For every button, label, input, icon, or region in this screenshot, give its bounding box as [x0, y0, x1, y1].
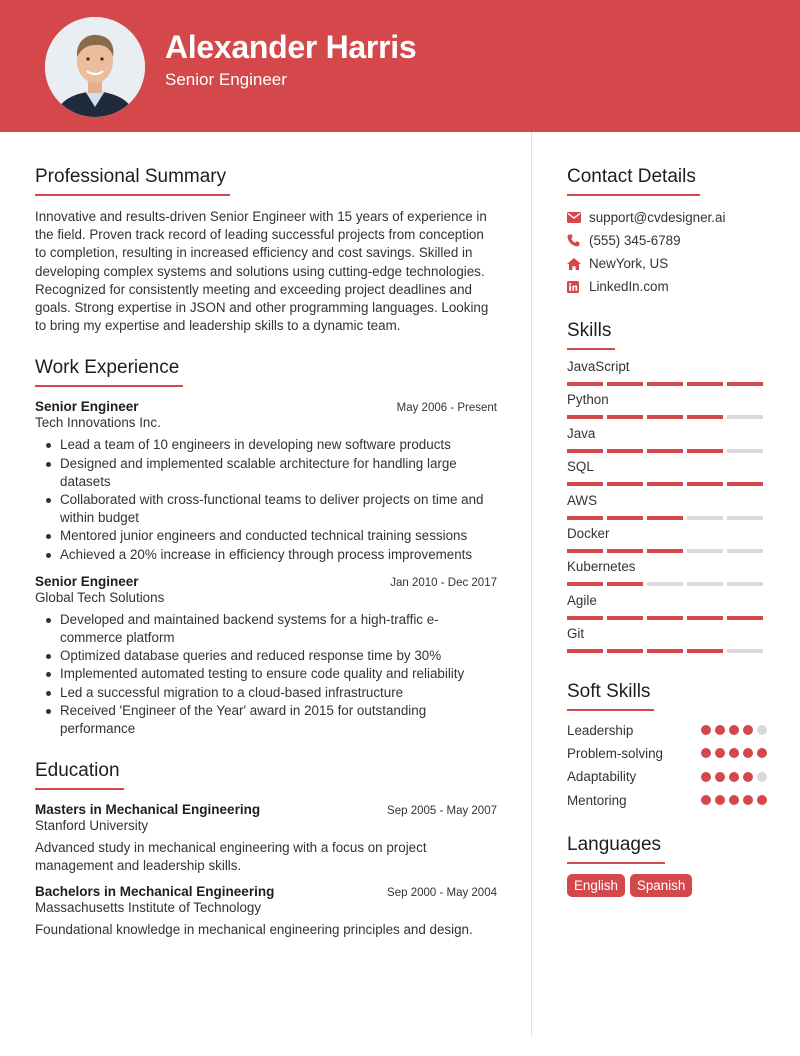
- skill-level-segment: [687, 482, 723, 486]
- contact-section: [567, 166, 767, 298]
- skill-level-bar: [567, 449, 767, 453]
- skill-item: [567, 358, 767, 391]
- skill-level-segment: [687, 415, 723, 419]
- skill-item: [567, 625, 767, 658]
- skill-name: SQL: [567, 459, 594, 475]
- skill-level-segment: [727, 382, 763, 386]
- contact-email-text: support@cvdesigner.ai: [589, 210, 726, 225]
- skill-level-segment: [687, 616, 723, 620]
- skill-level-segment: [567, 415, 603, 419]
- soft-skill-rating: [701, 772, 767, 782]
- contact-location: [567, 252, 767, 275]
- soft-skill-name: Adaptability: [567, 769, 637, 785]
- skill-level-segment: [647, 616, 683, 620]
- contact-phone-text: (555) 345-6789: [589, 233, 681, 248]
- job-bullets: [35, 436, 497, 563]
- education-dates: Sep 2000 - May 2004: [387, 886, 497, 899]
- list-item: Led a successful migration to a cloud-based infrastructure: [35, 684, 497, 702]
- rating-dot: [701, 725, 711, 735]
- rating-dot: [729, 748, 739, 758]
- summary-text: Innovative and results-driven Senior Engineer with 15 years of experience in the field. Proven track record of leading successful projects from conception to completion, resulting in increased efficiency and cost savings. Skilled in developing complex systems and solutions using cutting-edge technologies. Recognized for consistently meeting and exceeding project deadlines and goals. Strong expertise in JSON and other programming languages. Looking to bring my expertise and leadership skills to a dynamic team.: [35, 209, 489, 334]
- soft-skill-item: [567, 765, 767, 788]
- language-badge: English: [567, 874, 625, 897]
- soft-skill-name: Leadership: [567, 722, 634, 738]
- list-item: Optimized database queries and reduced response time by 30%: [35, 647, 497, 665]
- skill-level-bar: [567, 616, 767, 620]
- soft-skill-rating: [701, 795, 767, 805]
- skill-level-bar: [567, 382, 767, 386]
- rating-dot: [701, 772, 711, 782]
- rating-dot: [715, 772, 725, 782]
- skill-item: [567, 525, 767, 558]
- list-item: Achieved a 20% increase in efficiency through process improvements: [35, 546, 497, 564]
- section-heading: Education: [35, 760, 124, 790]
- skill-level-bar: [567, 516, 767, 520]
- skill-level-segment: [647, 449, 683, 453]
- skill-level-segment: [607, 582, 643, 586]
- skill-level-bar: [567, 482, 767, 486]
- contact-phone[interactable]: [567, 229, 767, 252]
- education-description: Foundational knowledge in mechanical engineering principles and design.: [35, 921, 473, 937]
- skill-level-segment: [607, 382, 643, 386]
- skill-item: [567, 492, 767, 525]
- experience-section: [35, 357, 497, 738]
- soft-skill-name: Problem-solving: [567, 745, 664, 761]
- rating-dot: [715, 725, 725, 735]
- skill-name: Python: [567, 392, 609, 408]
- section-heading: Soft Skills: [567, 681, 654, 711]
- skill-level-segment: [567, 382, 603, 386]
- skill-level-segment: [727, 616, 763, 620]
- skill-level-segment: [687, 649, 723, 653]
- languages-section: [567, 834, 767, 897]
- rating-dot: [757, 795, 767, 805]
- rating-dot: [729, 725, 739, 735]
- rating-dot: [715, 748, 725, 758]
- section-heading: Skills: [567, 320, 615, 350]
- skill-level-segment: [567, 582, 603, 586]
- section-heading: Contact Details: [567, 166, 700, 196]
- skill-level-segment: [687, 382, 723, 386]
- skill-name: AWS: [567, 492, 598, 508]
- list-item: Implemented automated testing to ensure code quality and reliability: [35, 665, 497, 683]
- job-dates: Jan 2010 - Dec 2017: [390, 576, 497, 589]
- skill-level-bar: [567, 549, 767, 553]
- school-name: Massachusetts Institute of Technology: [35, 899, 262, 915]
- skill-level-segment: [727, 516, 763, 520]
- rating-dot: [729, 795, 739, 805]
- skill-level-segment: [567, 549, 603, 553]
- education-section: [35, 760, 497, 939]
- rating-dot: [757, 725, 767, 735]
- skills-section: [567, 320, 767, 659]
- summary-section: [35, 166, 497, 335]
- skill-item: [567, 592, 767, 625]
- home-icon: [567, 258, 589, 270]
- job-entry: [35, 399, 497, 563]
- skill-name: Kubernetes: [567, 559, 636, 575]
- rating-dot: [729, 772, 739, 782]
- education-description: Advanced study in mechanical engineering with a focus on project management and leadership skills.: [35, 840, 427, 874]
- skill-level-segment: [647, 516, 683, 520]
- skill-name: Docker: [567, 525, 610, 541]
- skill-name: Git: [567, 626, 585, 642]
- skill-level-segment: [607, 616, 643, 620]
- skill-level-segment: [607, 516, 643, 520]
- rating-dot: [743, 795, 753, 805]
- column-divider: [531, 132, 532, 1036]
- list-item: Collaborated with cross-functional teams to deliver projects on time and within budget: [35, 491, 497, 527]
- soft-skill-item: [567, 742, 767, 765]
- skill-level-segment: [727, 449, 763, 453]
- job-title: Senior Engineer: [35, 573, 139, 589]
- sidebar-column: [567, 166, 767, 919]
- rating-dot: [715, 795, 725, 805]
- skill-level-bar: [567, 415, 767, 419]
- skill-level-segment: [567, 649, 603, 653]
- skill-level-bar: [567, 649, 767, 653]
- job-company: Global Tech Solutions: [35, 589, 165, 605]
- section-heading: Professional Summary: [35, 166, 230, 196]
- soft-skill-rating: [701, 725, 767, 735]
- skill-name: Java: [567, 425, 596, 441]
- list-item: Mentored junior engineers and conducted technical training sessions: [35, 527, 497, 545]
- job-title: Senior Engineer: [35, 399, 139, 415]
- main-column: [35, 166, 497, 961]
- rating-dot: [701, 795, 711, 805]
- skill-level-segment: [567, 516, 603, 520]
- job-bullets: [35, 611, 497, 738]
- soft-skills-list: [567, 719, 767, 812]
- skill-level-segment: [647, 549, 683, 553]
- soft-skill-item: [567, 719, 767, 742]
- skill-item: [567, 425, 767, 458]
- skill-level-segment: [607, 649, 643, 653]
- skill-level-segment: [607, 449, 643, 453]
- skill-level-segment: [727, 415, 763, 419]
- skill-level-segment: [727, 582, 763, 586]
- list-item: Designed and implemented scalable architecture for handling large datasets: [35, 455, 497, 491]
- rating-dot: [743, 772, 753, 782]
- skill-level-segment: [567, 449, 603, 453]
- job-dates: May 2006 - Present: [396, 402, 497, 415]
- candidate-title: Senior Engineer: [165, 70, 287, 89]
- skill-level-segment: [687, 516, 723, 520]
- degree-title: Bachelors in Mechanical Engineering: [35, 883, 275, 899]
- skill-level-segment: [647, 482, 683, 486]
- contact-email[interactable]: [567, 206, 767, 229]
- language-badge: Spanish: [630, 874, 692, 897]
- person-photo-icon: [45, 17, 145, 117]
- rating-dot: [743, 748, 753, 758]
- skill-name: JavaScript: [567, 359, 630, 374]
- education-entry: [35, 802, 497, 875]
- skill-level-segment: [727, 649, 763, 653]
- skill-level-segment: [607, 415, 643, 419]
- profile-photo: [45, 17, 145, 117]
- resume-header: [0, 0, 800, 132]
- skill-level-segment: [687, 549, 723, 553]
- school-name: Stanford University: [35, 818, 149, 834]
- skill-level-segment: [567, 482, 603, 486]
- education-dates: Sep 2005 - May 2007: [387, 805, 497, 818]
- skill-level-segment: [687, 582, 723, 586]
- section-heading: Languages: [567, 834, 665, 864]
- skill-level-segment: [607, 549, 643, 553]
- skills-list: [567, 358, 767, 659]
- list-item: Received 'Engineer of the Year' award in 2015 for outstanding performance: [35, 702, 497, 738]
- list-item: Lead a team of 10 engineers in developing new software products: [35, 436, 497, 454]
- degree-title: Masters in Mechanical Engineering: [35, 802, 261, 818]
- phone-icon: [567, 234, 589, 247]
- candidate-name: Alexander Harris: [165, 29, 417, 65]
- skill-level-bar: [567, 582, 767, 586]
- soft-skill-rating: [701, 748, 767, 758]
- rating-dot: [701, 748, 711, 758]
- skill-level-segment: [687, 449, 723, 453]
- skill-level-segment: [647, 649, 683, 653]
- skill-level-segment: [647, 582, 683, 586]
- section-heading: Work Experience: [35, 357, 183, 387]
- soft-skills-section: [567, 681, 767, 812]
- skill-name: Agile: [567, 592, 597, 608]
- job-company: Tech Innovations Inc.: [35, 415, 161, 431]
- skill-item: [567, 458, 767, 491]
- soft-skill-item: [567, 788, 767, 811]
- envelope-icon: [567, 212, 589, 223]
- linkedin-icon: [567, 281, 589, 293]
- skill-level-segment: [727, 549, 763, 553]
- skill-level-segment: [647, 382, 683, 386]
- education-entry: [35, 884, 497, 939]
- contact-linkedin[interactable]: [567, 275, 767, 298]
- rating-dot: [757, 772, 767, 782]
- skill-level-segment: [607, 482, 643, 486]
- rating-dot: [743, 725, 753, 735]
- skill-level-segment: [647, 415, 683, 419]
- skill-level-segment: [727, 482, 763, 486]
- skill-level-segment: [567, 616, 603, 620]
- skill-item: [567, 558, 767, 591]
- rating-dot: [757, 748, 767, 758]
- soft-skill-name: Mentoring: [567, 792, 627, 808]
- list-item: Developed and maintained backend systems for a high-traffic e-commerce platform: [35, 611, 497, 647]
- skill-item: [567, 391, 767, 424]
- contact-linkedin-text: LinkedIn.com: [589, 279, 669, 294]
- job-entry: [35, 574, 497, 738]
- contact-location-text: NewYork, US: [589, 256, 669, 271]
